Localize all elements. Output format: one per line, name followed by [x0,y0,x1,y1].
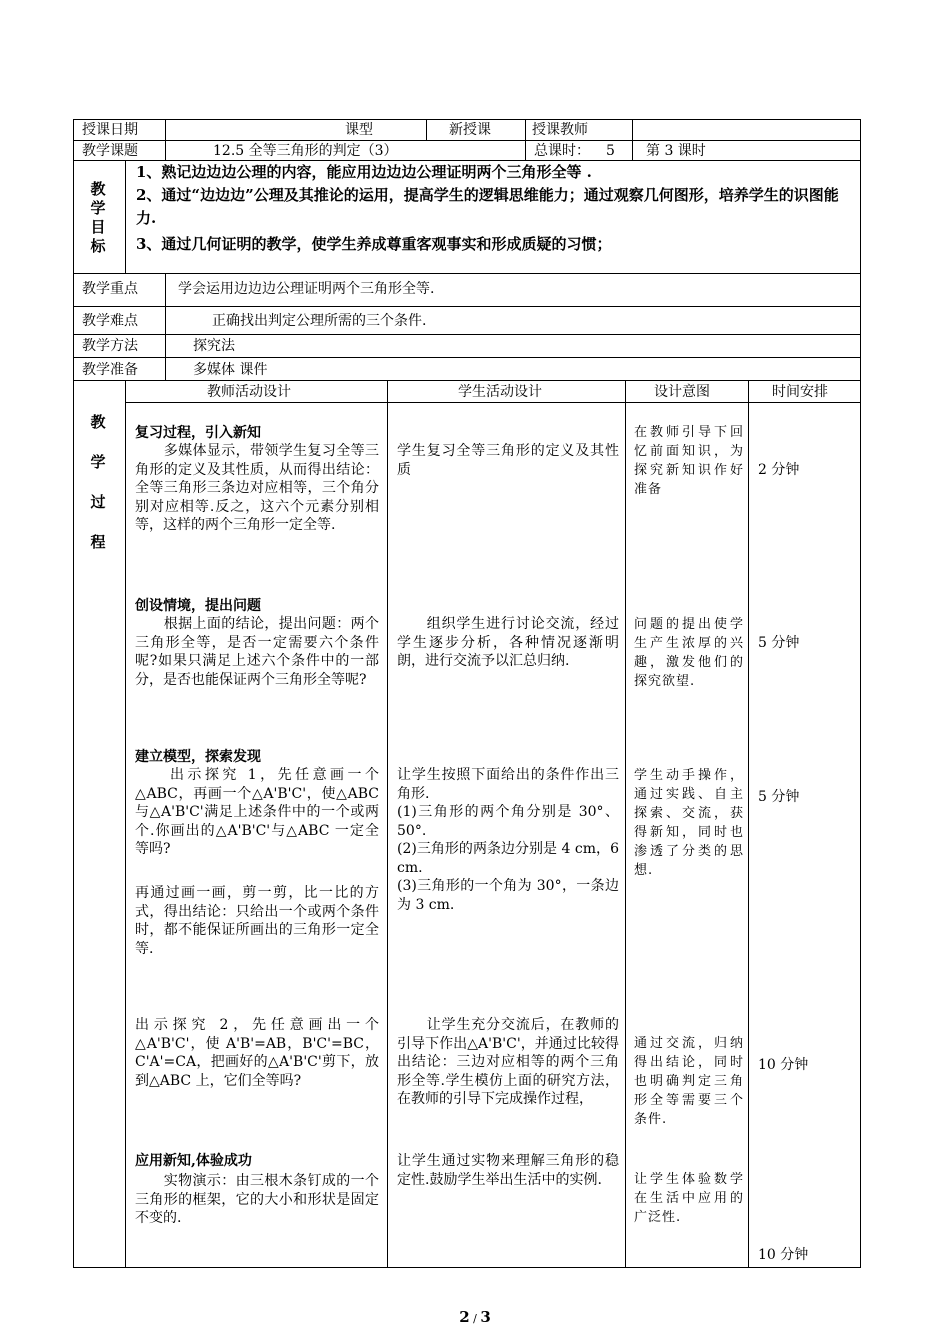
student-activity: 学生复习全等三角形的定义及其性质 [397,443,619,478]
period-label: 第 3 课时 [646,143,706,159]
topic-value: 12.5 全等三角形的判定（3） [213,143,398,159]
teacher-activity: 多媒体显示，带领学生复习全等三角形的定义及其性质，从而得出结论：全等三角形三条边对应相等，三个角分别对应相等.反之，这六个元素分别相等，这样的两个三角形一定全等. [135,443,379,533]
student-activity: 组织学生进行讨论交流，经过学生逐步分析，各种情况逐渐明朗，进行交流予以汇总归纳. [397,616,619,669]
topic-label: 教学课题 [82,143,138,159]
col-teacher: 教师活动设计 [207,384,291,400]
teacher-activity: 实物演示：由三根木条钉成的一个三角形的框架，它的大小和形状是固定不变的. [135,1173,379,1226]
student-activity: 让学生通过实物来理解三角形的稳定性.鼓励学生举出生活中的实例. [397,1153,619,1188]
teacher-activity: 根据上面的结论，提出问题：两个三角形全等，是否一定需要六个条件呢?如果只满足上述六个条件中的一部分，是否也能保证两个三角形全等呢? [135,616,379,688]
difficulty-value: 正确找出判定公理所需的三个条件. [212,313,427,329]
time-allocation: 10 分钟 [758,1247,809,1263]
design-intent: 在教师引导下回忆前面知识，为探究新知识作好准备 [634,425,744,497]
time-allocation: 5 分钟 [758,789,800,805]
time-allocation: 10 分钟 [758,1057,809,1073]
goals-label: 教 学 目 标 [90,180,106,255]
design-intent: 通过交流，归纳得出结论，同时也明确判定三角形全等需要三个条件. [634,1036,744,1127]
section-heading: 应用新知,体验成功 [135,1153,252,1169]
section-heading: 创设情境，提出问题 [135,598,261,614]
lesson-type-value: 新授课 [449,122,491,138]
key-value: 学会运用边边边公理证明两个三角形全等. [178,281,435,297]
difficulty-label: 教学难点 [82,313,138,329]
time-allocation: 5 分钟 [758,635,800,651]
goal-item-3: 3、通过几何证明的教学，使学生养成尊重客观事实和形成质疑的习惯； [136,235,612,253]
total-hours-value: 5 [606,143,615,159]
prep-label: 教学准备 [82,362,138,378]
prep-value: 多媒体 课件 [193,362,268,378]
design-intent: 让学生体验数学在生活中应用的广泛性. [634,1172,744,1225]
col-student: 学生活动设计 [458,384,542,400]
time-allocation: 2 分钟 [758,462,800,478]
section-heading: 建立模型，探索发现 [135,749,261,765]
teacher-label: 授课教师 [532,122,588,138]
method-value: 探究法 [193,338,235,354]
lesson-type-label: 课型 [345,122,373,138]
teacher-activity: 出示探究 2，先任意画出一个△A'B'C'，使 A'B'=AB，B'C'=BC，C'A'=CA，把画好的△A'B'C'剪下，放到△ABC 上，它们全等吗? [135,1017,379,1089]
student-activity: 让学生按照下面给出的条件作出三角形. (1)三角形的两个角分别是 30°、50°. (2)三角形的两条边分别是 4 cm，6 cm. (3)三角形的一个角为 30°，一条边为 3 cm. [397,767,619,913]
student-activity: 让学生充分交流后，在教师的引导下作出△A'B'C'，并通过比较得出结论：三边对应相等的两个三角形全等.学生模仿上面的研究方法，在教师的引导下完成操作过程， [397,1017,619,1107]
col-intent: 设计意图 [654,384,710,400]
goal-item-2: 2、通过“边边边”公理及其推论的运用，提高学生的逻辑思维能力；通过观察几何图形，培养学生的识图能力. [136,186,839,227]
process-label: 教 学 过 程 [90,413,106,551]
design-intent: 问题的提出使学生产生浓厚的兴趣，激发他们的探究欲望. [634,617,744,689]
goal-item-1: 1、熟记边边边公理的内容，能应用边边边公理证明两个三角形全等 . [136,163,592,181]
total-hours-label: 总课时： [534,143,590,159]
col-time: 时间安排 [772,384,828,400]
teacher-activity: 出示探究 1，先任意画一个△ABC，再画一个△A'B'C'，使△ABC 与△A'B'C'满足上述条件中的一个或两个.你画出的△A'B'C'与△ABC 一定全等吗? [135,767,379,857]
page-number: 2 / 3 [459,1308,491,1326]
method-label: 教学方法 [82,338,138,354]
section-heading: 复习过程，引入新知 [135,425,261,441]
teacher-activity-conclusion: 再通过画一画，剪一剪，比一比的方式，得出结论：只给出一个或两个条件时，都不能保证所画出的三角形一定全等. [135,885,379,957]
design-intent: 学生动手操作，通过实践、自主探索、交流，获得新知，同时也渗透了分类的思想. [634,768,744,878]
date-label: 授课日期 [82,122,138,138]
key-label: 教学重点 [82,281,138,297]
